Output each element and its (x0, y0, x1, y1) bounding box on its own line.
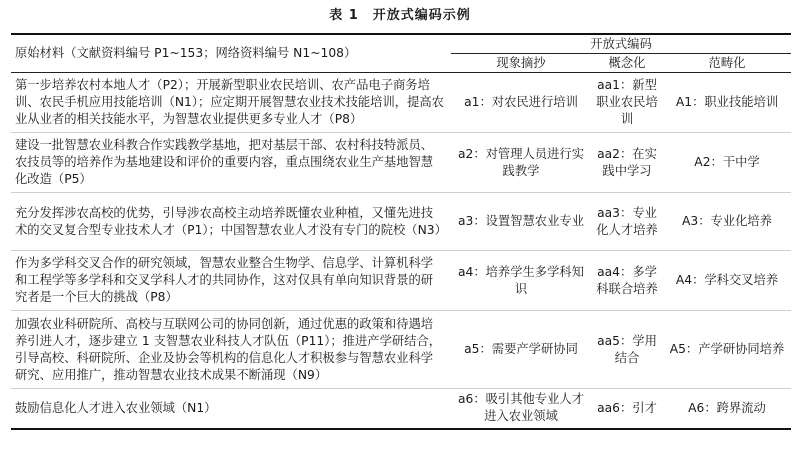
header-phenomenon: 现象摘抄 (451, 54, 591, 73)
phenomenon-cell: a2：对管理人员进行实践教学 (451, 133, 591, 193)
concept-cell: aa4：多学科联合培养 (591, 251, 663, 311)
concept-cell: aa2：在实践中学习 (591, 133, 663, 193)
table-title: 表 1 开放式编码示例 (329, 8, 471, 23)
concept-cell: aa1：新型职业农民培训 (596, 78, 658, 126)
phenomenon-cell: a3：设置智慧农业专业 (451, 193, 591, 251)
table-row (11, 193, 791, 251)
category-cell: A3：专业化培养 (663, 193, 791, 251)
concept-cell: aa5：学用结合 (591, 311, 663, 389)
table-row (11, 73, 791, 133)
header-open-coding: 开放式编码 (451, 34, 791, 54)
table-row (11, 133, 791, 193)
category-cell: A1：职业技能培训 (675, 95, 779, 109)
phenomenon-cell: a1：对农民进行培训 (464, 95, 578, 109)
phenomenon-cell: a5：需要产学研协同 (451, 311, 591, 389)
source-text: 作为多学科交叉合作的研究领域，智慧农业整合生物学、信息学、计算机科学和工程学等多学科和交叉学科人才的共同协作，这对仅具有单向知识背景的研究者是一个巨大的挑战（P8） (11, 251, 451, 311)
concept-cell: aa3：专业化人才培养 (591, 193, 663, 251)
concept-cell: aa6：引才 (591, 389, 663, 429)
header-category: 范畴化 (663, 54, 791, 73)
category-cell: A2：干中学 (663, 133, 791, 193)
source-text: 充分发挥涉农高校的优势，引导涉农高校主动培养既懂农业种植，又懂先进技术的交叉复合型专业技术人才（P1）；中国智慧农业人才没有专门的院校（N3） (11, 193, 451, 251)
table-row (11, 389, 791, 429)
source-text: 鼓励信息化人才进入农业领域（N1） (11, 389, 451, 429)
table-row (11, 251, 791, 311)
source-text: 第一步培养农村本地人才（P2）；开展新型职业农民培训、农产品电子商务培训、农民手机应用技能培训（N1）；应定期开展智慧农业技术技能培训，提高农业从业者的相关技能水平，为智慧农业提供更多专业人才（P8） (15, 78, 444, 126)
phenomenon-cell: a4：培养学生多学科知识 (451, 251, 591, 311)
source-text: 加强农业科研院所、高校与互联网公司的协同创新，通过优惠的政策和待遇培养引进人才，逐步建立 1 支智慧农业科技人才队伍（P11）；推进产学研结合，引导高校、科研院所、企业及协会等机构的信息化人才积极参与智慧农业科学研究、应用推广，推动智慧农业技术成果不断涌现（N9） (11, 311, 451, 389)
header-concept: 概念化 (591, 54, 663, 73)
category-cell: A6：跨界流动 (663, 389, 791, 429)
category-cell: A5：产学研协同培养 (663, 311, 791, 389)
header-row-top (11, 34, 791, 54)
category-cell: A4：学科交叉培养 (663, 251, 791, 311)
open-coding-table (11, 33, 791, 430)
table-row (11, 311, 791, 389)
header-source-material: 原始材料（文献资料编号 P1~153；网络资料编号 N1~108） (11, 34, 451, 73)
source-text: 建设一批智慧农业科教合作实践教学基地，把对基层干部、农村科技特派员、农技员等的培养作为基地建设和评价的重要内容，重点围绕农业生产基地智慧化改造（P5） (11, 133, 451, 193)
phenomenon-cell: a6：吸引其他专业人才进入农业领域 (451, 389, 591, 429)
